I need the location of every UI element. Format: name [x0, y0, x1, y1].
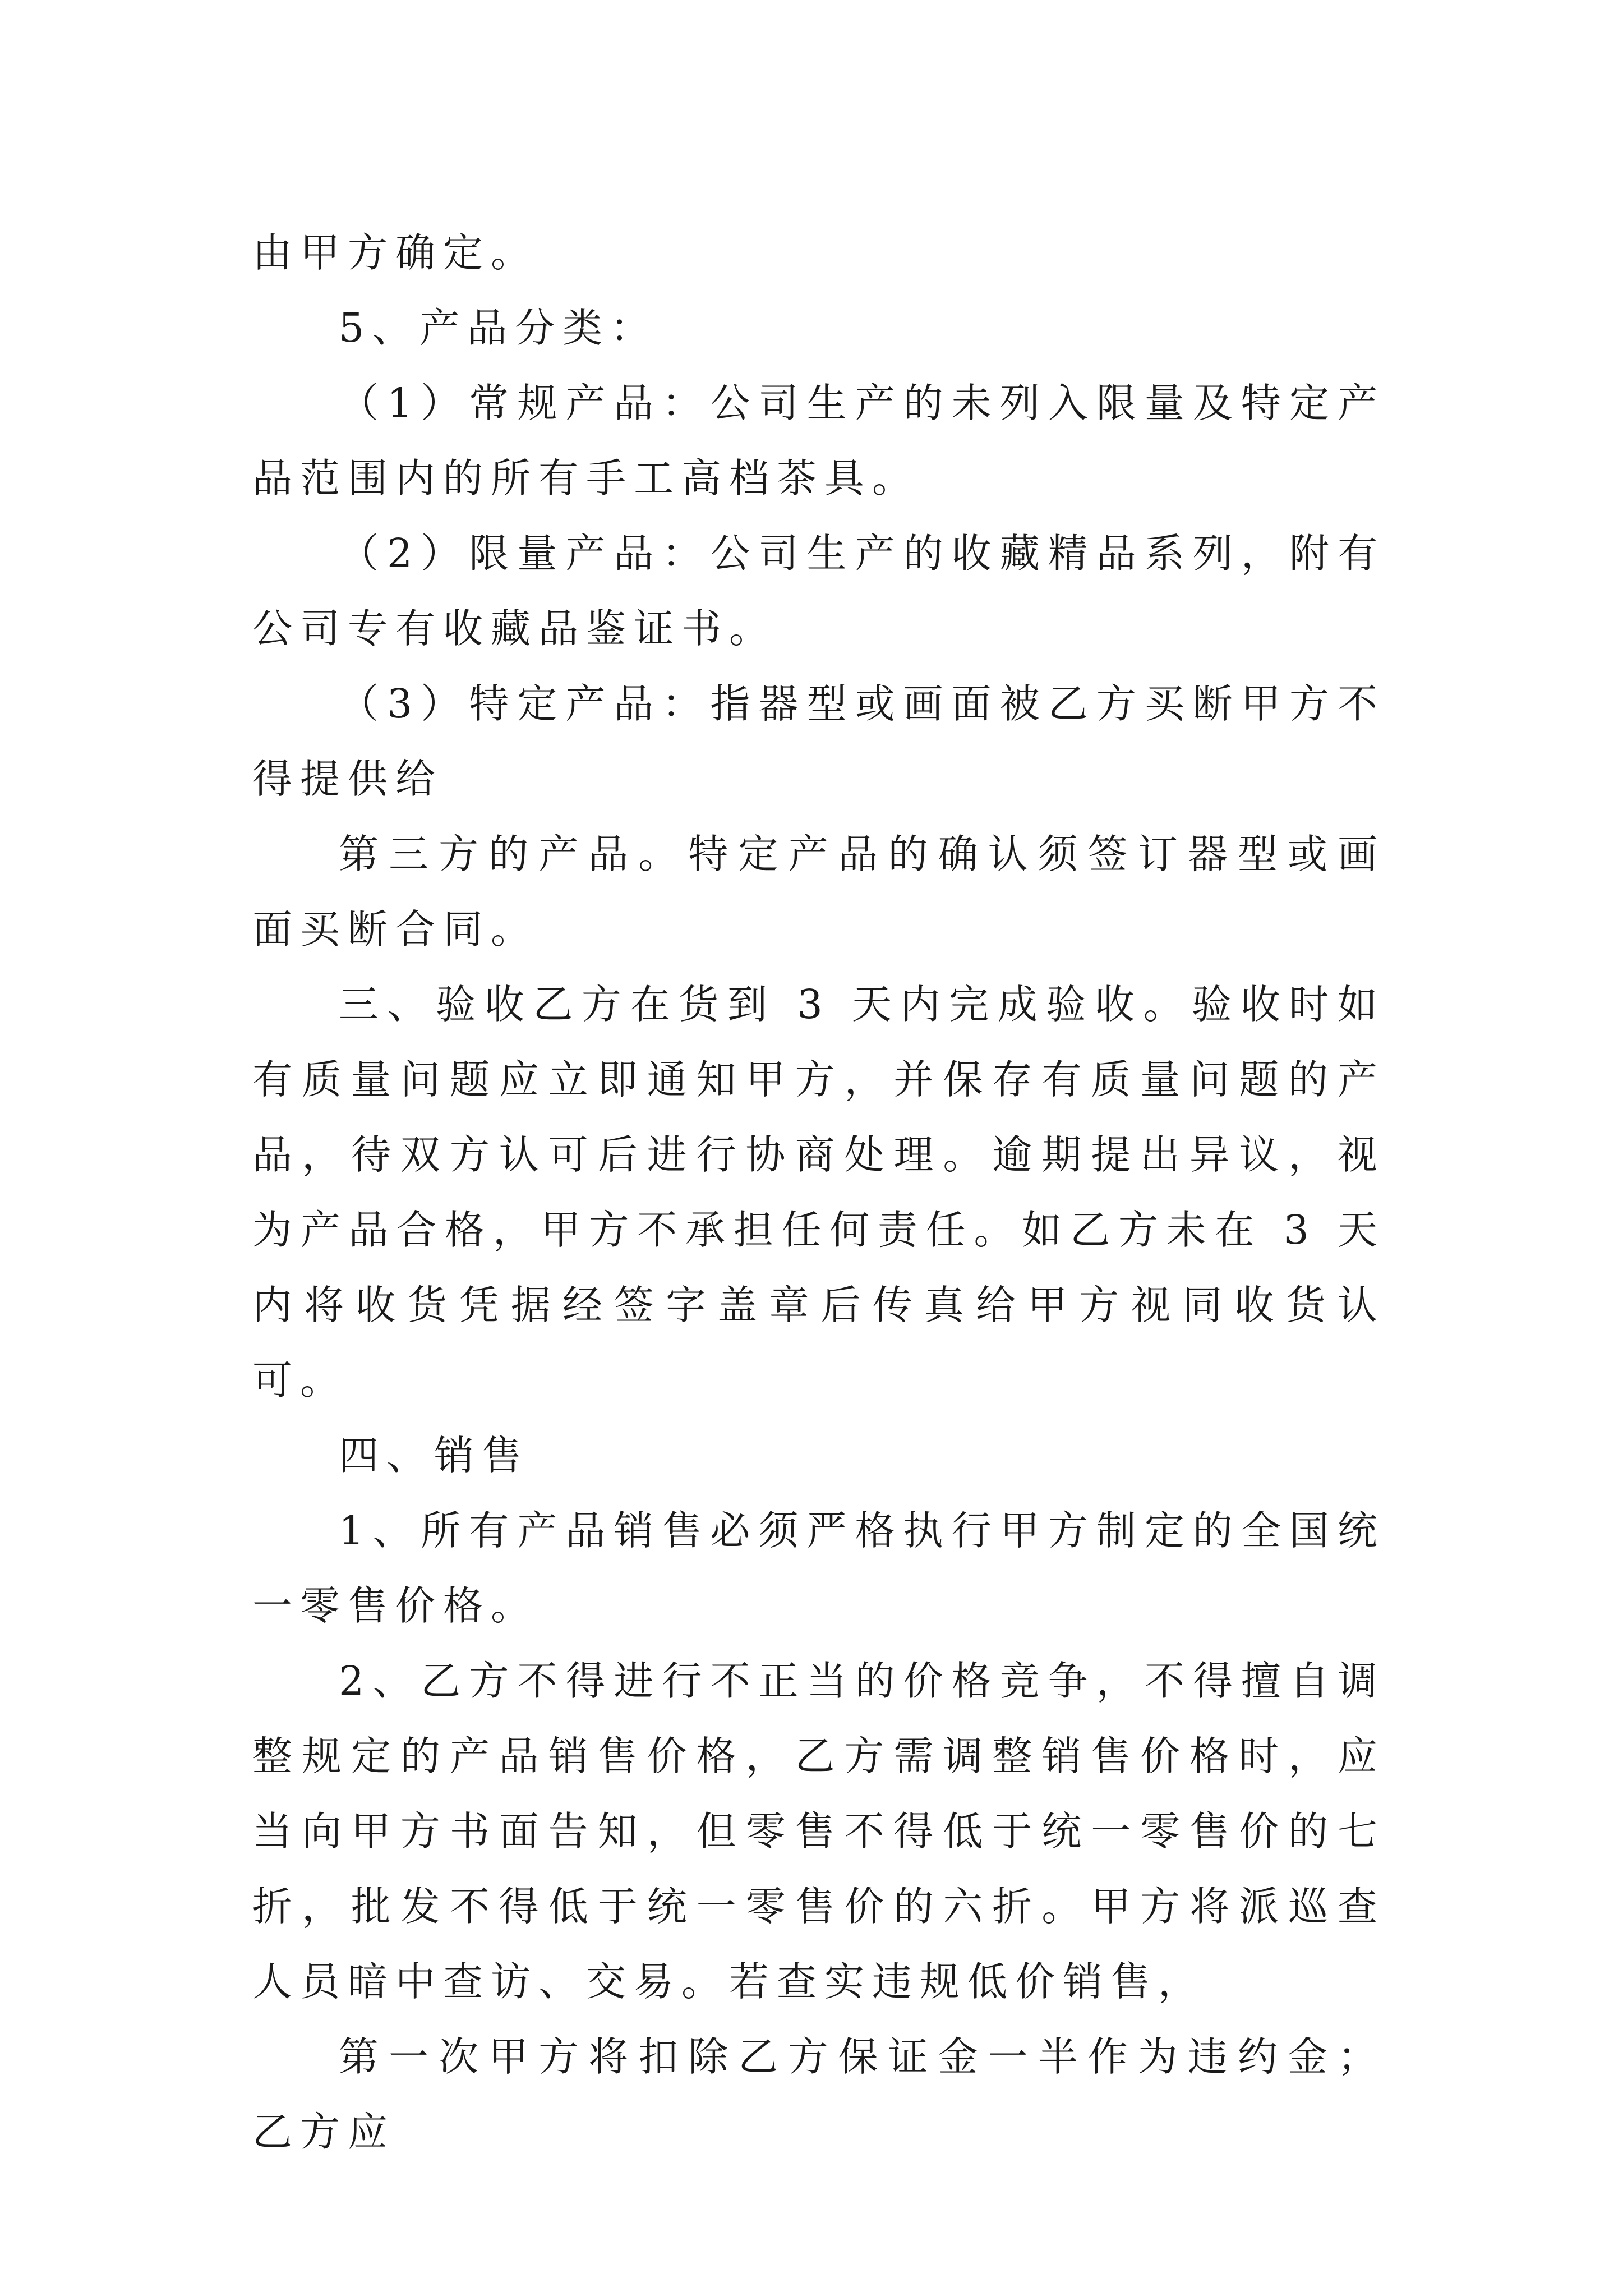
paragraph-continuation: 由甲方确定。 [252, 229, 539, 276]
paragraph-penalty: 第一次甲方将扣除乙方保证金一半作为违约金；乙方应 [252, 2033, 1385, 2155]
section-heading-sales: 四、销售 [339, 1432, 530, 1479]
paragraph-specific-products: （3）特定产品：指器型或画面被乙方买断甲方不得提供给 [252, 680, 1385, 802]
paragraph-product-classification-heading: 5、产品分类： [339, 305, 658, 351]
paragraph-specific-products-continued: 第三方的产品。特定产品的确认须签订器型或画面买断合同。 [252, 831, 1385, 953]
paragraph-limited-products: （2）限量产品：公司生产的收藏精品系列，附有公司专有收藏品鉴证书。 [252, 530, 1385, 652]
paragraph-sales-clause-1: 1、所有产品销售必须严格执行甲方制定的全国统一零售价格。 [252, 1507, 1385, 1629]
paragraph-acceptance: 三、验收乙方在货到 3 天内完成验收。验收时如有质量问题应立即通知甲方，并保存有质量问题的产品，待双方认可后进行协商处理。逾期提出异议，视为产品合格，甲方不承担任何责任。如乙方未在 3 天内将收货凭据经签字盖章后传真给甲方视同收货认可。 [252, 981, 1385, 1404]
paragraph-sales-clause-2: 2、乙方不得进行不正当的价格竞争，不得擅自调整规定的产品销售价格，乙方需调整销售价格时，应当向甲方书面告知，但零售不得低于统一零售价的七折，批发不得低于统一零售价的六折。甲方将派巡查人员暗中查访、交易。若查实违规低价销售， [252, 1658, 1385, 2005]
paragraph-regular-products: （1）常规产品：公司生产的未列入限量及特定产品范围内的所有手工高档茶具。 [252, 380, 1385, 501]
document-body [252, 215, 1385, 2170]
